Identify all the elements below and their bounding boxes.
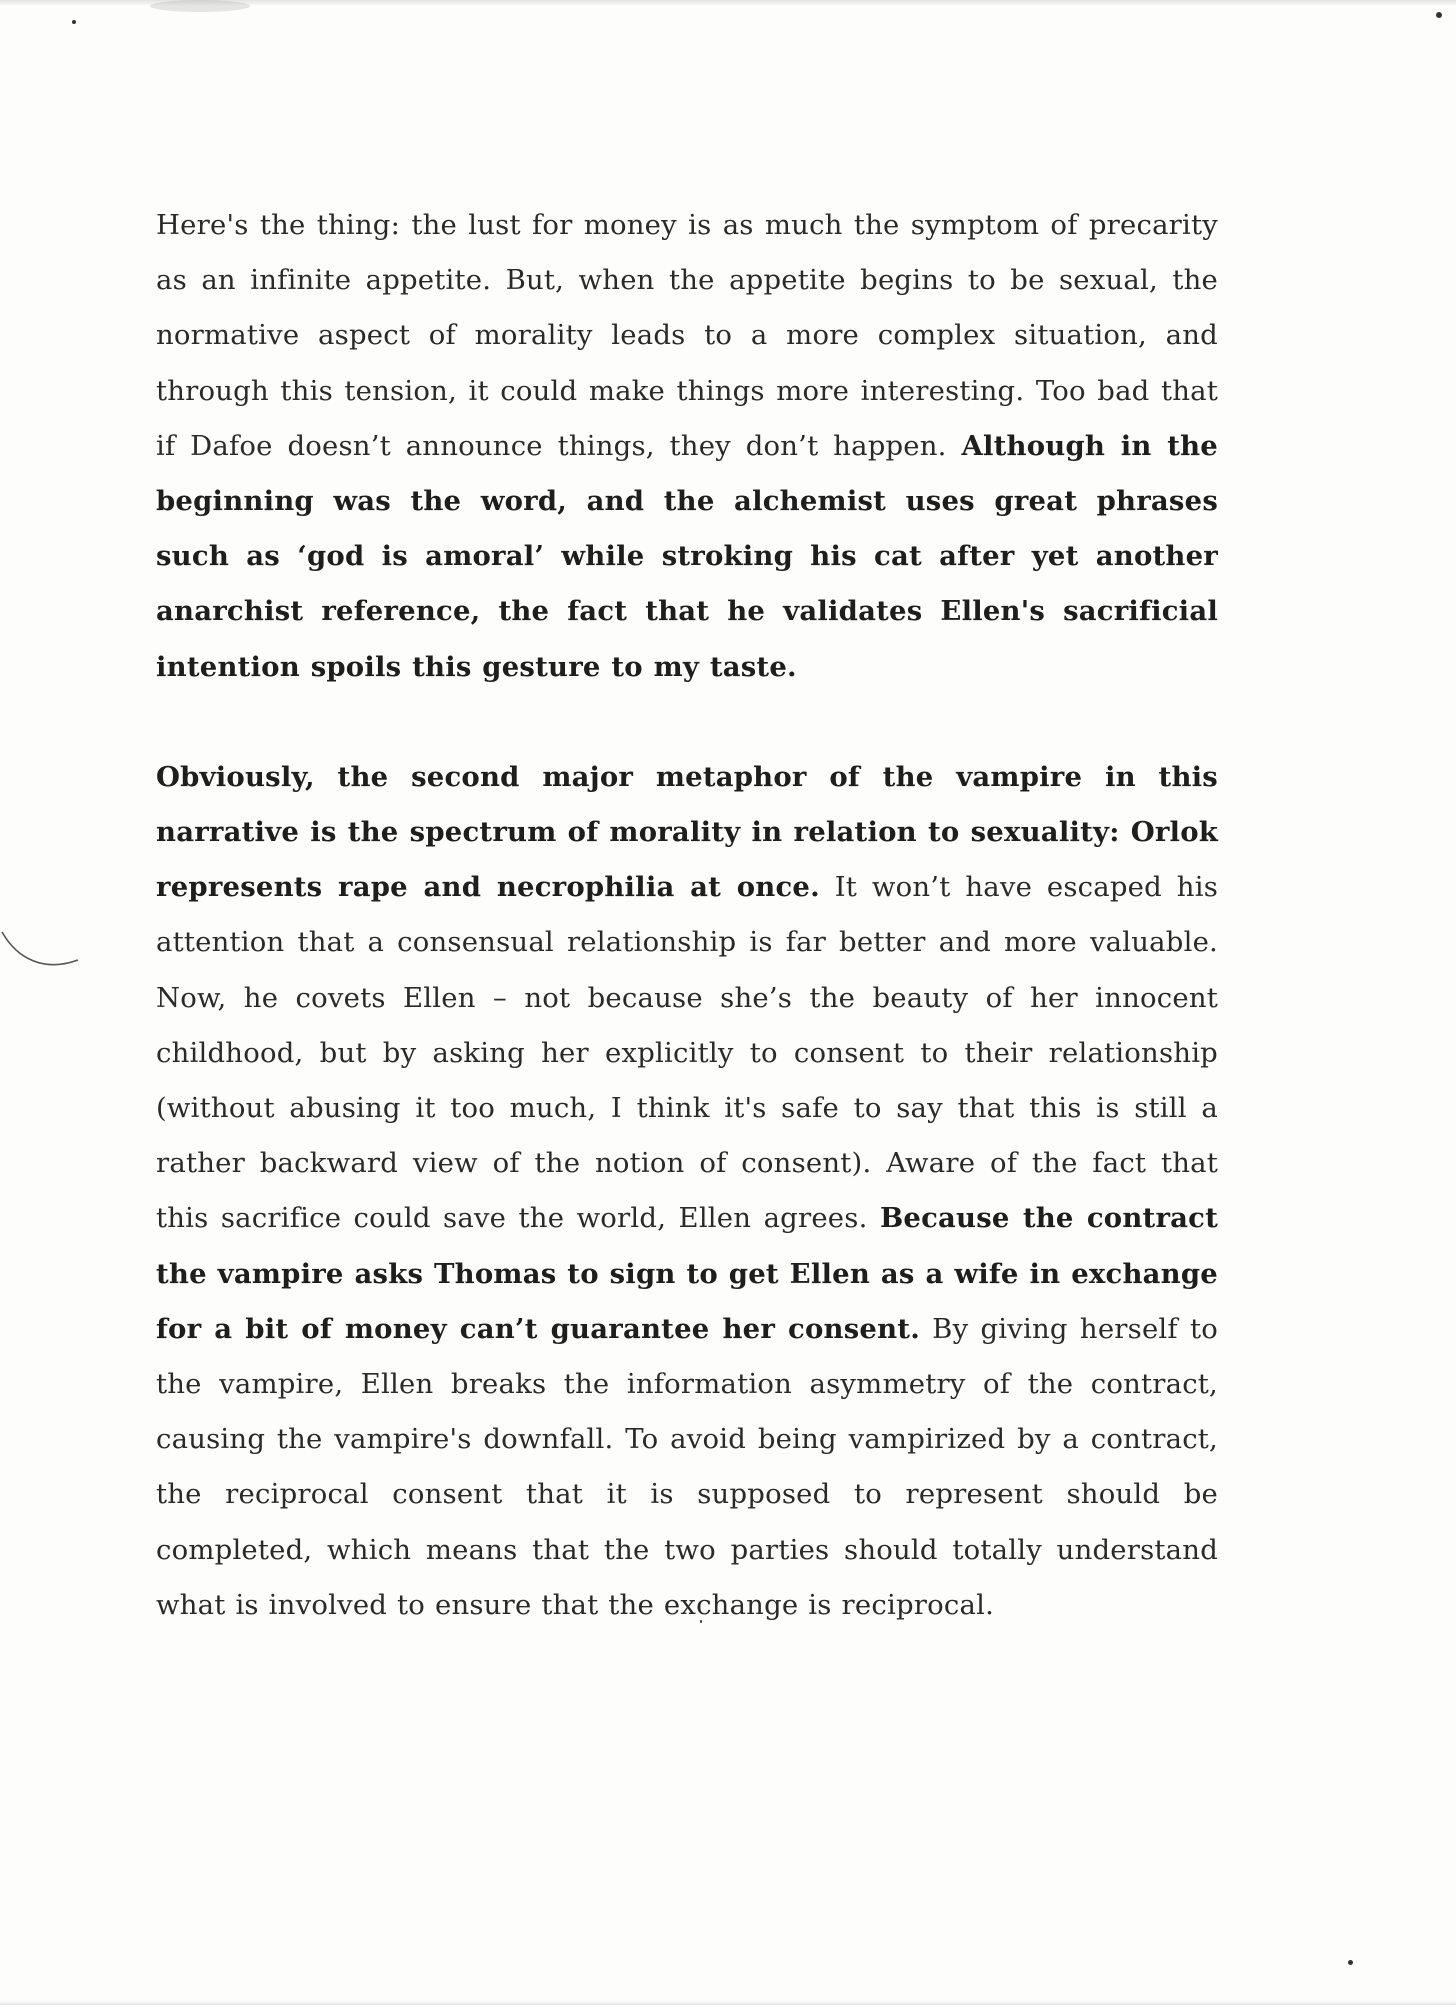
text-run: It won’t have escaped his attention that a consensual relationship is far better and more valuable. Now, he covets Ellen – not because she’s the beauty of her innocent childhood, but by asking her explicitly to consent to their relationship (without abusing it too much, I think it's safe to say that this is still a rather backward view of the notion of consent). Aware of the fact that this sacrifice could save the world, Ellen agrees. [156, 871, 1219, 1235]
text-run-bold: Because the contract the vampire asks Thomas to sign to get Ellen as a wife in exchange for a bit of money can’t guarantee her consent. [156, 1202, 1218, 1345]
scan-speck [1436, 12, 1442, 18]
text-run: Here's the thing: the lust for money is as much the symptom of precarity as an infinite appetite. But, when the appetite begins to be sexual, the normative aspect of morality leads to a more complex situation, and through this tension, it could make things more interesting. Too bad that if Dafoe doesn’t announce things, they don’t happen. [156, 209, 1218, 462]
page-crease-mark [0, 930, 90, 990]
text-run-bold: Obviously, the second major metaphor of the vampire in this narrative is the spectrum of morality in relation to sexuality: Orlok represents rape and necrophilia at once. [156, 760, 1218, 904]
text-run-bold: Although in the beginning was the word, and the alchemist uses great phrases such as ‘god is amoral’ while stroking his cat after yet another anarchist reference, the fact that he validates Ellen's sacrificial intention spoils this gesture to my taste. [156, 429, 1218, 683]
paragraph-2 [156, 750, 1218, 1633]
text-run: By giving herself to the vampire, Ellen breaks the information asymmetry of the contract, causing the vampire's downfall. To avoid being vampirized by a contract, the reciprocal consent that it is supposed to represent should be completed, which means that the two parties should totally understand what is involved to ensure that the exchange is reciprocal. [156, 1312, 1218, 1621]
essay-body [156, 198, 1218, 1633]
paragraph-1 [156, 198, 1218, 695]
scan-speck [72, 20, 76, 24]
scan-edge-bottom [0, 2001, 1456, 2005]
scan-speck [1348, 1960, 1353, 1965]
scan-smudge [150, 0, 250, 12]
